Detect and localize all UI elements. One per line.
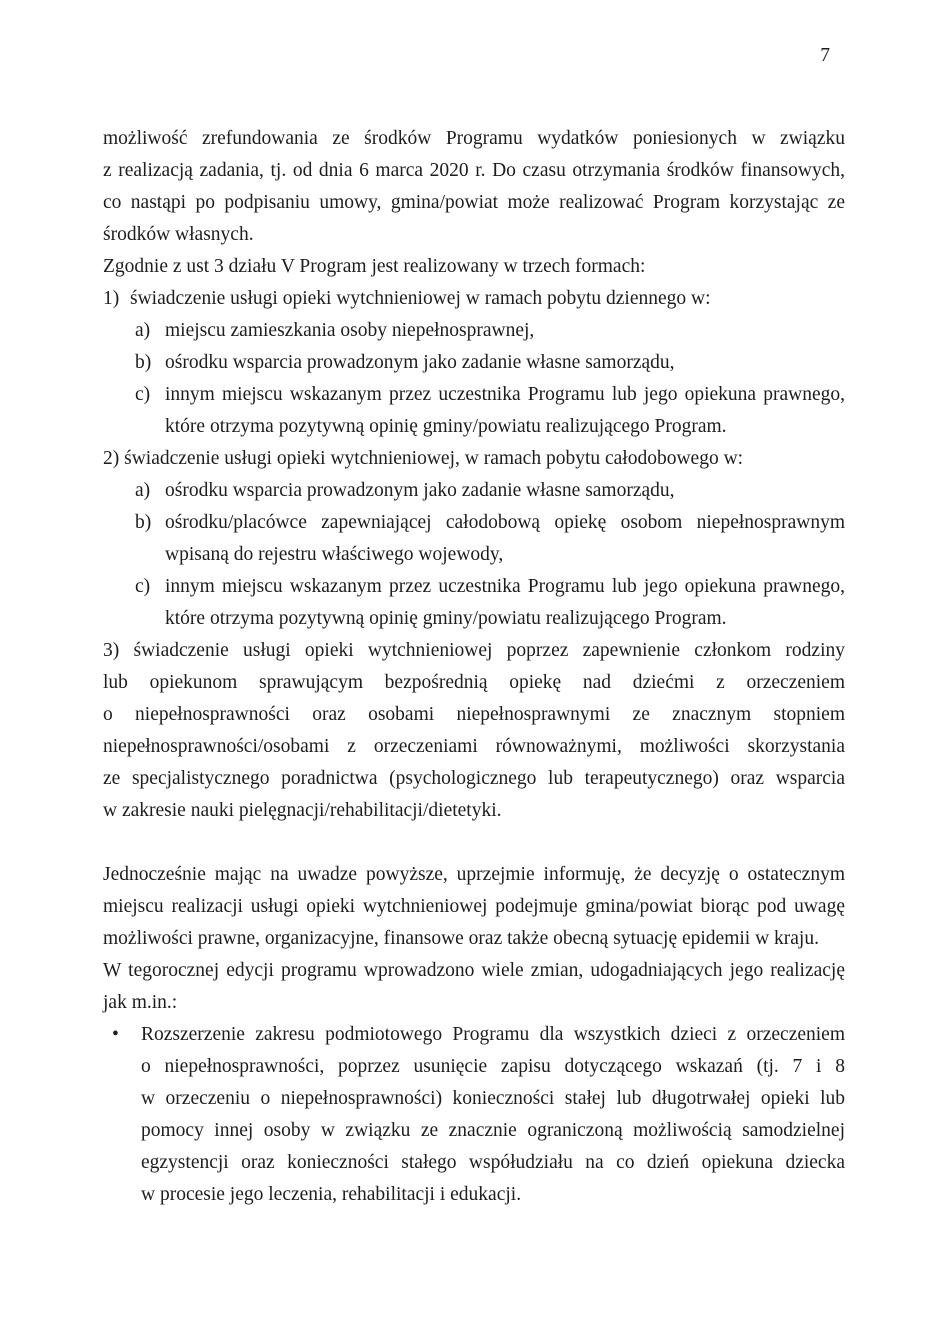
text-line: ośrodku/placówce zapewniającej całodobową opiekę osobom niepełnosprawnym	[165, 512, 845, 533]
list-marker: b)	[135, 352, 152, 373]
text-line: w zakresie nauki pielęgnacji/rehabilitacji/dietetyki.	[103, 800, 502, 821]
document-body	[103, 123, 845, 1211]
numbered-item-3	[103, 635, 845, 827]
text-line: innym miejscu wskazanym przez uczestnika Programu lub jego opiekuna prawnego,	[165, 576, 845, 597]
blank-line	[103, 827, 845, 859]
text-line: lub opiekunom sprawującym bezpośrednią opiekę nad dziećmi z orzeczeniem	[103, 672, 845, 693]
list-marker: a)	[135, 320, 151, 341]
numbered-item-2	[103, 443, 845, 475]
text-line: środków własnych.	[103, 224, 254, 245]
text-line: Zgodnie z ust 3 działu V Program jest realizowany w trzech formach:	[103, 256, 646, 277]
text-line: miejscu zamieszkania osoby niepełnosprawnej,	[165, 320, 535, 341]
lettered-item-2c	[103, 571, 845, 635]
numbered-item-1	[103, 283, 845, 315]
list-marker: a)	[135, 480, 151, 501]
text-line: 2) świadczenie usługi opieki wytchnieniowej, w ramach pobytu całodobowego w:	[103, 448, 744, 469]
text-line: o niepełnosprawności oraz osobami niepełnosprawnymi ze znacznym stopniem	[103, 704, 845, 725]
list-marker: 1)	[103, 288, 120, 309]
text-line: Jednocześnie mając na uwadze powyższe, uprzejmie informuję, że decyzję o ostatecznym	[103, 864, 845, 885]
text-line: miejscu realizacji usługi opieki wytchnieniowej podejmuje gmina/powiat biorąc pod uwagę	[103, 896, 845, 917]
text-line: niepełnosprawności/osobami z orzeczeniami równoważnymi, możliwości skorzystania	[103, 736, 845, 757]
list-marker: c)	[135, 384, 151, 405]
paragraph-refund	[103, 123, 845, 251]
bullet-icon: •	[112, 1024, 119, 1045]
text-line: ośrodku wsparcia prowadzonym jako zadanie własne samorządu,	[165, 352, 675, 373]
paragraph-changes-intro	[103, 955, 845, 1019]
text-line: w procesie jego leczenia, rehabilitacji i edukacji.	[141, 1184, 522, 1205]
text-line: 3) świadczenie usługi opieki wytchnieniowej poprzez zapewnienie członkom rodziny	[103, 640, 845, 661]
lettered-item-2a	[103, 475, 845, 507]
lettered-item-2b	[103, 507, 845, 571]
text-line: które otrzyma pozytywną opinię gminy/powiatu realizującego Program.	[165, 416, 727, 437]
text-line: egzystencji oraz konieczności stałego współudziału na co dzień opiekuna dziecka	[141, 1152, 845, 1173]
text-line: W tegorocznej edycji programu wprowadzono wiele zmian, udogadniających jego realizację	[103, 960, 845, 981]
paragraph-decision	[103, 859, 845, 955]
text-line: wpisaną do rejestru właściwego wojewody,	[165, 544, 504, 565]
text-line: Rozszerzenie zakresu podmiotowego Programu dla wszystkich dzieci z orzeczeniem	[141, 1024, 845, 1045]
text-line: ośrodku wsparcia prowadzonym jako zadanie własne samorządu,	[165, 480, 675, 501]
text-line: z realizacją zadania, tj. od dnia 6 marca 2020 r. Do czasu otrzymania środków finansowych,	[103, 160, 845, 181]
text-line: możliwości prawne, organizacyjne, finansowe oraz także obecną sytuację epidemii w kraju.	[103, 928, 819, 949]
text-line: pomocy innej osoby w związku ze znacznie ograniczoną możliwością samodzielnej	[141, 1120, 845, 1141]
text-line: świadczenie usługi opieki wytchnieniowej w ramach pobytu dziennego w:	[130, 288, 711, 309]
text-line: co nastąpi po podpisaniu umowy, gmina/powiat może realizować Program korzystając ze	[103, 192, 845, 213]
lettered-item-1a	[103, 315, 845, 347]
text-line: możliwość zrefundowania ze środków Programu wydatków poniesionych w związku	[103, 128, 845, 149]
text-line: które otrzyma pozytywną opinię gminy/powiatu realizującego Program.	[165, 608, 727, 629]
text-line: innym miejscu wskazanym przez uczestnika Programu lub jego opiekuna prawnego,	[165, 384, 845, 405]
text-line: jak m.in.:	[103, 992, 178, 1013]
lettered-item-1b	[103, 347, 845, 379]
list-marker: c)	[135, 576, 151, 597]
bullet-item-scope-extension	[103, 1019, 845, 1211]
paragraph-intro-forms	[103, 251, 845, 283]
text-line: o niepełnosprawności, poprzez usunięcie zapisu dotyczącego wskazań (tj. 7 i 8	[141, 1056, 845, 1077]
lettered-item-1c	[103, 379, 845, 443]
page-number: 7	[820, 45, 830, 66]
text-line: ze specjalistycznego poradnictwa (psychologicznego lub terapeutycznego) oraz wsparcia	[103, 768, 845, 789]
text-line: w orzeczeniu o niepełnosprawności) konieczności stałej lub długotrwałej opieki lub	[141, 1088, 845, 1109]
list-marker: b)	[135, 512, 152, 533]
